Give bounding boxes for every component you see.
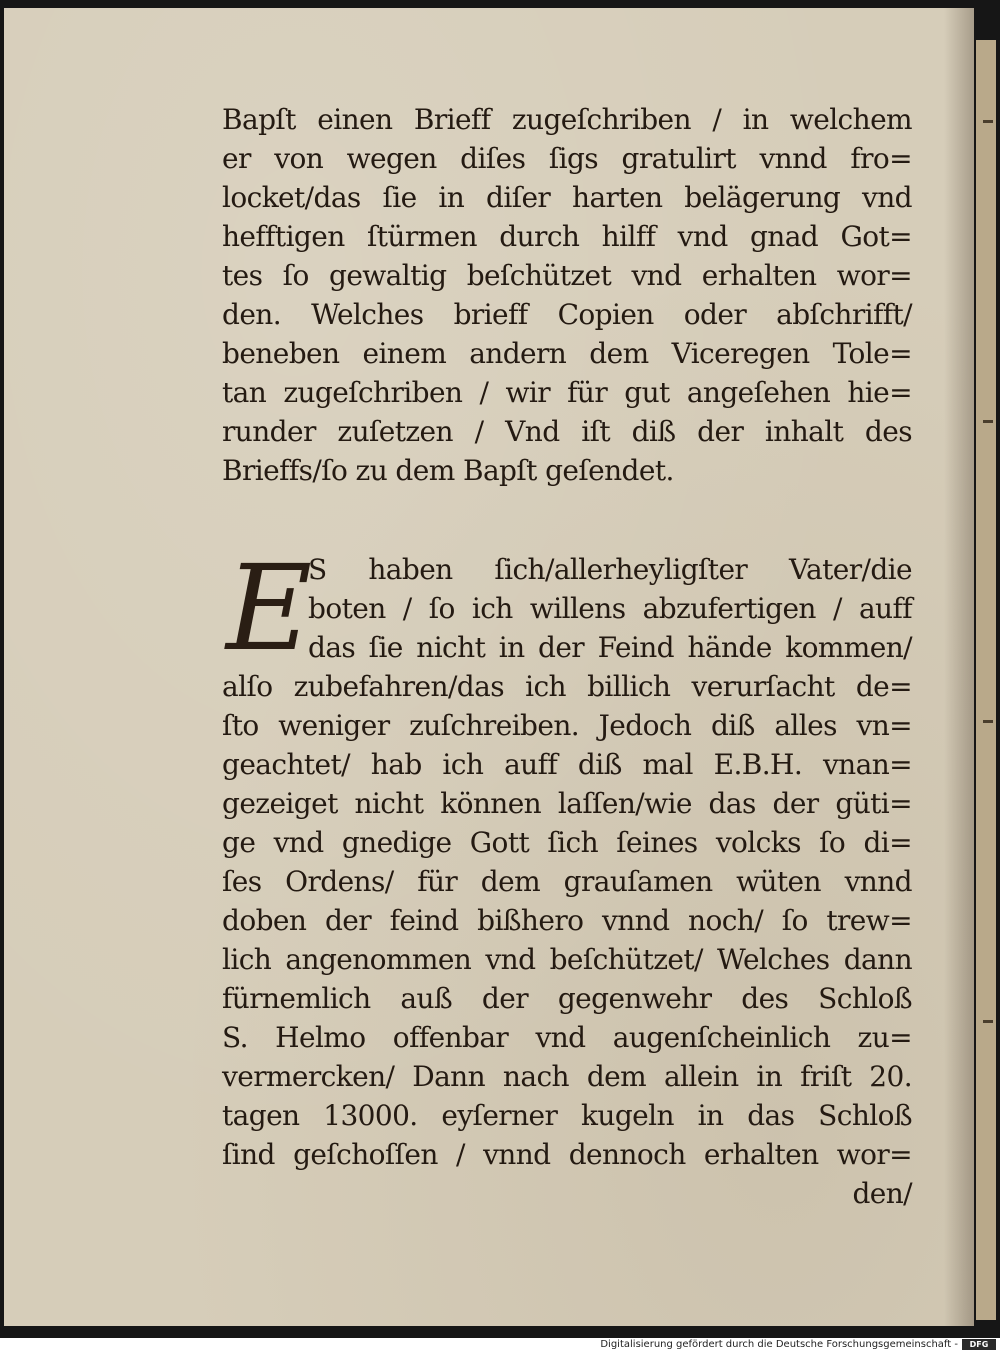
edge-mark <box>983 1020 993 1023</box>
text-line: S. Helmo offenbar vnd augenſcheinlich zu= <box>222 1021 912 1054</box>
text-line: ſind geſchoſſen / vnnd dennoch erhalten wor= <box>222 1138 912 1171</box>
text-line: vermercken/ Dann nach dem allein in friſt 20. <box>222 1060 912 1093</box>
edge-mark <box>983 120 993 123</box>
edge-mark <box>983 420 993 423</box>
text-line: hefftigen ſtürmen durch hilff vnd gnad Got= <box>222 220 912 253</box>
text-line: tes ſo gewaltig beſchützet vnd erhalten wor= <box>222 259 912 292</box>
text-line: geachtet/ hab ich auff diß mal E.B.H. vnan= <box>222 748 912 781</box>
text-line: alſo zubefahren/das ich billich verurſacht de= <box>222 670 912 703</box>
text-line: S haben ſich/allerheyligſter Vater/die <box>308 553 912 586</box>
text-line: ſto weniger zuſchreiben. Jedoch diß alles vn= <box>222 709 912 742</box>
text-line: gezeiget nicht können laſſen/wie das der güti= <box>222 787 912 820</box>
text-line: ge vnd gnedige Gott ſich ſeines volcks ſo di= <box>222 826 912 859</box>
page-edge-strip <box>976 40 996 1320</box>
dfg-logo: DFG <box>962 1339 996 1350</box>
footer-bar <box>0 1338 1000 1351</box>
catchword: den/ <box>852 1177 912 1210</box>
text-line: lich angenommen vnd beſchützet/ Welches dann <box>222 943 912 976</box>
text-line: runder zuſetzen / Vnd iſt diß der inhalt des <box>222 415 912 448</box>
funding-credit: Digitalisierung gefördert durch die Deutsche Forschungsgemeinschaft - <box>600 1339 958 1350</box>
decorated-initial <box>222 539 313 680</box>
page-edge-shadow <box>944 8 974 1326</box>
text-line: tan zugeſchriben / wir für gut angeſehen hie= <box>222 376 912 409</box>
text-line: Bapſt einen Brieff zugeſchriben / in welchem <box>222 103 912 136</box>
text-line: boten / ſo ich willens abzufertigen / auff <box>308 592 912 625</box>
paragraph-2 <box>222 539 912 1213</box>
paragraph-1 <box>222 100 912 490</box>
edge-mark <box>983 720 993 723</box>
text-line: ſes Ordens/ für dem grauſamen wüten vnnd <box>222 865 912 898</box>
text-line: er von wegen diſes ſigs gratulirt vnnd fro= <box>222 142 912 175</box>
initial-letter: E <box>226 539 313 677</box>
text-line: den. Welches brieff Copien oder abſchrifft/ <box>222 298 912 331</box>
text-line: locket/das ſie in diſer harten belägerung vnd <box>222 181 912 214</box>
text-line: tagen 13000. eyſerner kugeln in das Schloß <box>222 1099 912 1132</box>
text-line: beneben einem andern dem Viceregen Tole= <box>222 337 912 370</box>
text-line: fürnemlich auß der gegenwehr des Schloß <box>222 982 912 1015</box>
text-line: doben der feind bißhero vnnd noch/ ſo trew= <box>222 904 912 937</box>
text-line: Brieffs/ſo zu dem Bapſt geſendet. <box>222 454 674 487</box>
text-line: das ſie nicht in der Feind hände kommen/ <box>308 631 912 664</box>
